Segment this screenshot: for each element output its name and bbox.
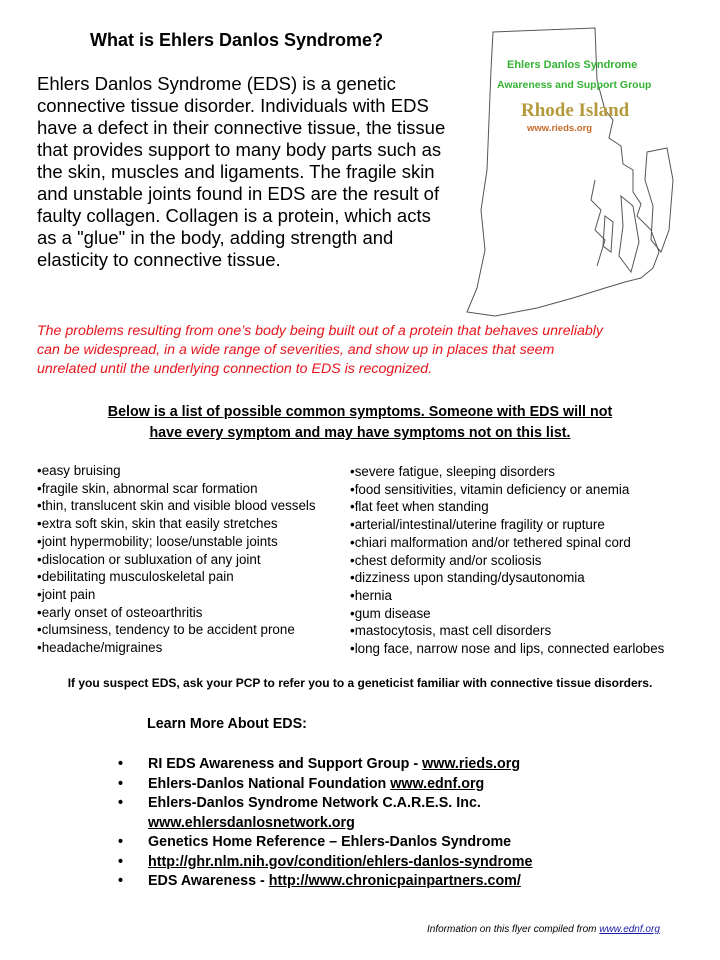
- intro-line: the skin, muscles and ligaments. The fragile skin: [37, 161, 435, 182]
- bullet: •: [118, 795, 124, 811]
- symptom-item: •mastocytosis, mast cell disorders: [350, 623, 552, 639]
- resource-item: [118, 872, 532, 892]
- bullet: •: [118, 775, 124, 792]
- logo-state: Rhode Island: [521, 100, 630, 121]
- map-coast-detail: [591, 180, 605, 266]
- footer-text: Information on this flyer compiled from: [427, 924, 600, 935]
- severity-line: The problems resulting from one’s body being built out of a protein that behaves unreliably: [37, 323, 604, 339]
- resource-link[interactable]: http://www.chronicpainpartners.com/: [268, 873, 521, 889]
- intro-paragraph: [37, 73, 507, 271]
- resources-list: [118, 755, 532, 892]
- symptom-item: •extra soft skin, skin that easily stretches: [37, 516, 278, 532]
- symptom-item: •headache/migraines: [37, 640, 163, 656]
- symptom-item: •hernia: [350, 587, 392, 603]
- symptom-item: •early onset of osteoarthritis: [37, 604, 203, 620]
- referral-note: If you suspect EDS, ask your PCP to refer you to a geneticist familiar with connective tissue disorders.: [67, 676, 653, 690]
- symptoms-list-left: [37, 462, 316, 657]
- resource-text: RI EDS Awareness and Support Group -: [148, 756, 423, 772]
- resource-text: Genetics Home Reference – Ehlers-Danlos Syndrome: [148, 834, 512, 850]
- intro-line: and unstable joints found in EDS are the result of: [37, 183, 440, 204]
- symptom-item: •thin, translucent skin and visible blood vessels: [37, 498, 316, 514]
- resource-item: [118, 775, 532, 795]
- symptom-item: •clumsiness, tendency to be accident prone: [37, 622, 295, 638]
- severity-line: can be widespread, in a wide range of severities, and show up in places that seem: [37, 342, 555, 358]
- resource-text: Ehlers-Danlos Syndrome Network C.A.R.E.S. Inc.: [148, 795, 481, 811]
- symptom-item: •chiari malformation and/or tethered spinal cord: [350, 534, 631, 550]
- resource-text: Ehlers-Danlos National Foundation: [148, 775, 391, 792]
- symptom-item: •food sensitivities, vitamin deficiency or anemia: [350, 481, 630, 497]
- resource-link[interactable]: www.ehlersdanlosnetwork.org: [148, 814, 355, 831]
- bullet: •: [118, 756, 124, 772]
- map-island-small: [603, 216, 613, 252]
- bullet: •: [118, 873, 124, 889]
- footer-credit: [427, 924, 660, 935]
- symptom-item: •dislocation or subluxation of any joint: [37, 551, 261, 567]
- resource-link[interactable]: http://ghr.nlm.nih.gov/condition/ehlers-danlos-syndrome: [148, 853, 533, 870]
- map-island-aquidneck: [619, 196, 639, 272]
- symptom-item: •flat feet when standing: [350, 499, 489, 515]
- intro-line: faulty collagen. Collagen is a protein, which acts: [37, 205, 431, 226]
- intro-line: as a "glue" in the body, adding strength and: [37, 227, 394, 248]
- symptom-item: •dizziness upon standing/dysautonomia: [350, 570, 585, 586]
- symptoms-heading-line: have every symptom and may have symptoms not on this list.: [149, 425, 571, 441]
- logo-line1: Ehlers Danlos Syndrome: [507, 59, 638, 71]
- logo-line2: Awareness and Support Group: [497, 79, 652, 91]
- footer-link[interactable]: www.ednf.org: [599, 924, 660, 935]
- intro-line: Ehlers Danlos Syndrome (EDS) is a genetic: [37, 73, 396, 94]
- page-title: What is Ehlers Danlos Syndrome?: [90, 30, 384, 50]
- map-island-east: [645, 148, 673, 252]
- symptom-item: •fragile skin, abnormal scar formation: [37, 480, 258, 496]
- symptom-item: •joint pain: [37, 586, 96, 602]
- logo-url: www.rieds.org: [527, 123, 593, 134]
- resource-text: EDS Awareness -: [148, 873, 269, 889]
- symptoms-heading: [10, 402, 710, 444]
- intro-line: that provides support to many body parts such as: [37, 139, 442, 160]
- severity-note: [37, 322, 717, 379]
- symptom-item: •joint hypermobility; loose/unstable joints: [37, 533, 278, 549]
- symptom-item: •gum disease: [350, 605, 431, 621]
- learn-more-heading: Learn More About EDS:: [147, 716, 307, 732]
- resource-link[interactable]: www.rieds.org: [422, 756, 521, 772]
- bullet: •: [118, 834, 124, 850]
- symptom-item: •long face, narrow nose and lips, connected earlobes: [350, 641, 665, 657]
- resource-item: [118, 833, 532, 853]
- resource-item-continued: [118, 814, 532, 834]
- symptom-item: •chest deformity and/or scoliosis: [350, 552, 542, 568]
- symptom-item: •debilitating musculoskeletal pain: [37, 569, 234, 585]
- symptom-item: •easy bruising: [37, 463, 121, 478]
- symptoms-heading-line: Below is a list of possible common symptoms. Someone with EDS will not: [107, 404, 613, 420]
- resource-item: [118, 853, 532, 873]
- intro-line: elasticity to connective tissue.: [37, 249, 281, 270]
- symptom-item: •arterial/intestinal/uterine fragility or rupture: [350, 517, 605, 533]
- resource-item: [118, 755, 532, 775]
- intro-line: connective tissue disorder. Individuals with EDS: [37, 95, 429, 116]
- symptoms-list-right: [350, 463, 664, 658]
- intro-line: have a defect in their connective tissue, the tissue: [37, 117, 446, 138]
- bullet: •: [118, 853, 124, 870]
- resource-item: [118, 794, 532, 814]
- symptom-item: •severe fatigue, sleeping disorders: [350, 464, 555, 479]
- resource-link[interactable]: www.ednf.org: [390, 775, 485, 792]
- severity-line: unrelated until the underlying connection to EDS is recognized.: [37, 361, 433, 377]
